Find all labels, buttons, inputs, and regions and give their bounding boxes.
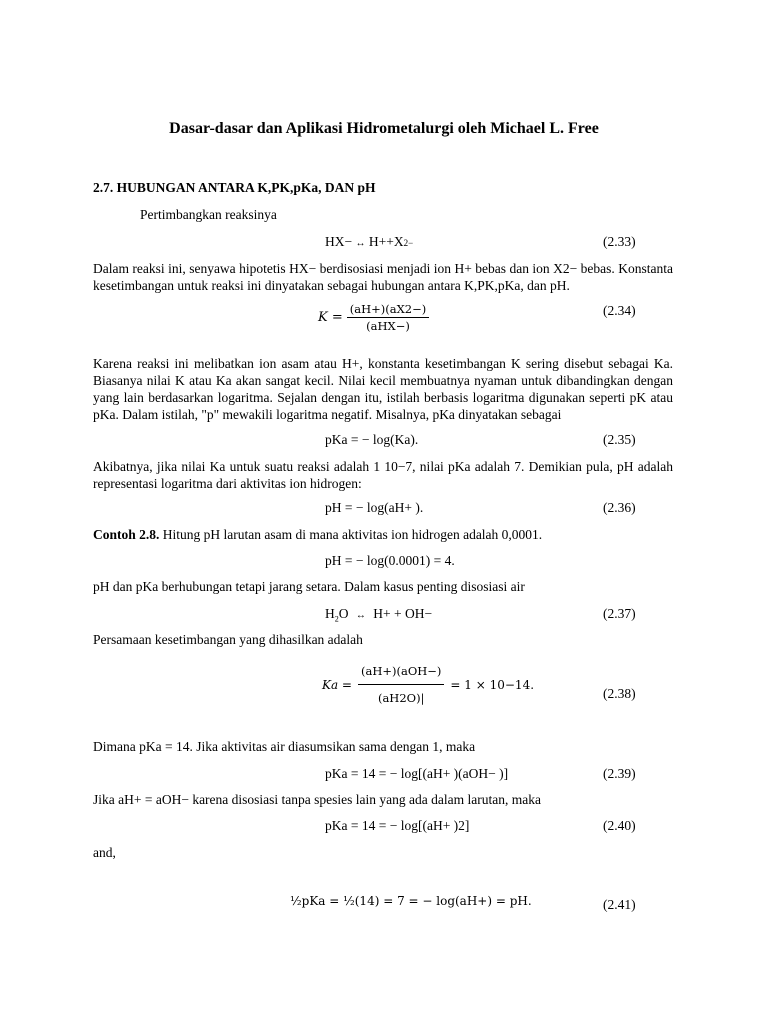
equilibrium-arrow-icon: ↔ (355, 238, 366, 249)
example-text: Hitung pH larutan asam di mana aktivitas ion hidrogen adalah 0,0001. (159, 527, 543, 542)
equation-2-34 (318, 302, 429, 333)
eq-2-37-products: H+ + OH− (373, 606, 433, 621)
equation-2-38 (322, 664, 534, 705)
paragraph-7: Jika aH+ = aOH− karena disosiasi tanpa spesies lain yang ada dalam larutan, maka (93, 792, 541, 807)
eq-2-33-charge: 2− (403, 238, 414, 248)
paragraph-6: Dimana pKa = 14. Jika aktivitas air diasumsikan sama dengan 1, maka (93, 739, 476, 754)
example-2-8 (93, 527, 542, 543)
equation-example: pH = − log(0.0001) = 4. (325, 553, 455, 568)
equation-number-2-34: (2.34) (603, 303, 636, 318)
eq-2-34-numerator: (aH+)(aX2−) (347, 302, 429, 318)
equilibrium-arrow-icon: ↔ (355, 610, 366, 621)
equation-number-2-36: (2.36) (603, 500, 636, 515)
equation-2-33 (325, 234, 413, 250)
equation-2-37 (325, 606, 432, 624)
eq-2-38-lhs: Ka = (322, 677, 352, 692)
example-label: Contoh 2.8. (93, 527, 160, 542)
document-title: Dasar-dasar dan Aplikasi Hidrometalurgi oleh Michael L. Free (169, 120, 599, 137)
equation-number-2-37: (2.37) (603, 606, 636, 621)
eq-2-38-numerator: (aH+)(aOH−) (358, 664, 444, 685)
equation-number-2-35: (2.35) (603, 432, 636, 447)
paragraph-1: Dalam reaksi ini, senyawa hipotetis HX− berdisosiasi menjadi ion H+ bebas dan ion X2− bebas. Konstanta kesetimbangan untuk reaksi ini dinyatakan sebagai hubungan antara K,PK,pKa, dan pH. (93, 261, 673, 293)
eq-2-33-right: H++X (368, 234, 404, 249)
eq-2-38-rhs: = 1 × 10−14. (450, 677, 535, 692)
equation-number-2-33: (2.33) (603, 234, 636, 249)
intro-text: Pertimbangkan reaksinya (140, 207, 277, 222)
eq-2-34-fraction (347, 302, 429, 333)
equation-number-2-39: (2.39) (603, 766, 636, 781)
paragraph-5: Persamaan kesetimbangan yang dihasilkan adalah (93, 632, 363, 647)
equation-2-36: pH = − log(aH+ ). (325, 500, 424, 515)
eq-2-38-denominator: (aH2O)| (377, 691, 425, 705)
equation-number-2-38: (2.38) (603, 686, 636, 701)
paragraph-4: pH dan pKa berhubungan tetapi jarang setara. Dalam kasus penting disosiasi air (93, 579, 525, 594)
paragraph-8: and, (93, 845, 116, 860)
eq-2-34-lhs: K = (318, 310, 343, 325)
equation-number-2-41: (2.41) (603, 897, 636, 912)
eq-2-37-water: $H_2O$ (325, 606, 349, 624)
equation-2-39: pKa = 14 = − log[(aH+ )(aOH− )] (325, 766, 509, 781)
paragraph-3: Akibatnya, jika nilai Ka untuk suatu reaksi adalah 1 10−7, nilai pKa adalah 7. Demikian pula, pH adalah representasi logaritma dari aktivitas ion hidrogen: (93, 459, 673, 491)
equation-2-41: ½pKa = ½(14) = 7 = − log(aH+) = pH. (290, 894, 532, 908)
section-heading: 2.7. HUBUNGAN ANTARA K,PK,pKa, DAN pH (93, 180, 376, 195)
eq-2-38-fraction (358, 664, 444, 705)
equation-2-40: pKa = 14 = − log[(aH+ )2] (325, 818, 470, 833)
eq-2-34-denominator: (aHX−) (366, 319, 410, 333)
equation-number-2-40: (2.40) (603, 818, 636, 833)
equation-2-35: pKa = − log(Ka). (325, 432, 419, 447)
eq-2-33-left: HX− (325, 234, 353, 249)
paragraph-2: Karena reaksi ini melibatkan ion asam atau H+, konstanta kesetimbangan K sering disebut sebagai Ka. Biasanya nilai K atau Ka akan sangat kecil. Nilai kecil membuatnya nyaman untuk dibandingkan dengan yang lain berdasarkan logaritma. Sejalan dengan itu, istilah berbasis logaritma digunakan seperti pK atau pKa. Dalam istilah, "p" mewakili logaritma negatif. Misalnya, pKa dinyatakan sebagai (93, 356, 673, 422)
